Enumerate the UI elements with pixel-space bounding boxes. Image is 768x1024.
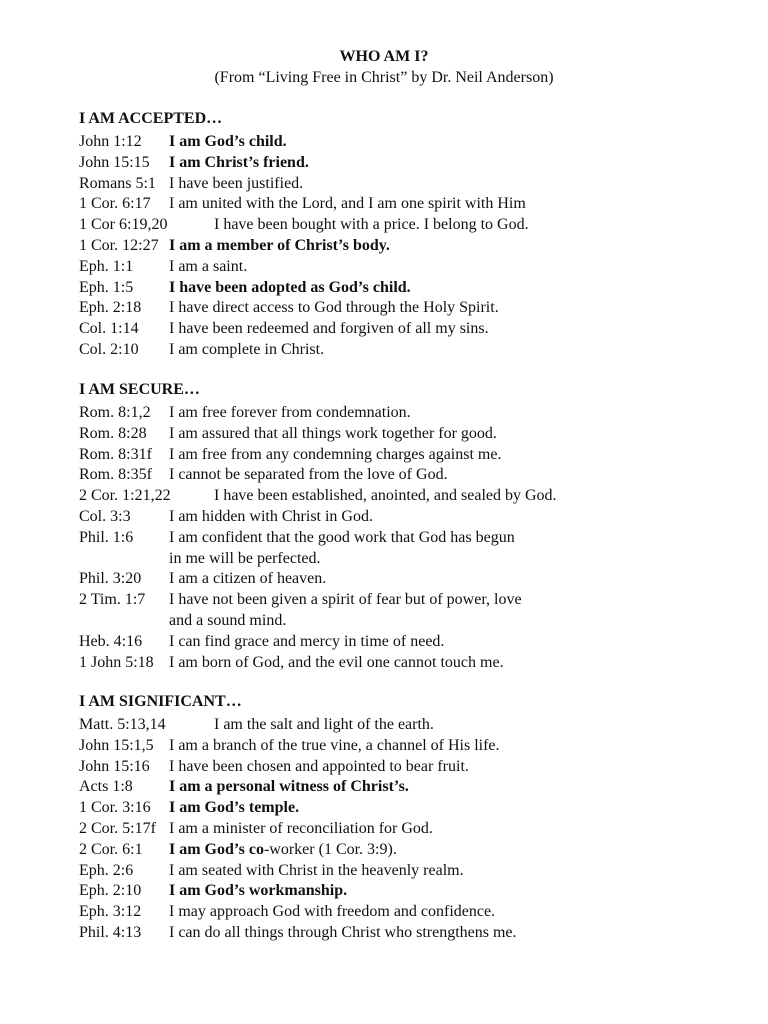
statement-text: and a sound mind.: [169, 612, 287, 629]
section-heading-secure: I AM SECURE…: [79, 381, 200, 398]
identity-statement: [169, 901, 495, 922]
section-heading-accepted: I AM ACCEPTED…: [79, 110, 223, 127]
identity-statement: [169, 339, 324, 360]
verse-reference: Eph. 1:5: [79, 278, 134, 296]
identity-statement: [214, 485, 557, 506]
statement-text: I can find grace and mercy in time of need.: [169, 632, 445, 650]
statement-text: I am God’s co: [169, 840, 264, 858]
identity-statement: [169, 860, 464, 881]
statement-text: I can do all things through Christ who strengthens me.: [169, 924, 517, 941]
identity-statement: [169, 256, 247, 277]
statement-text: I am a saint.: [169, 257, 248, 275]
verse-reference: Eph. 2:10: [79, 882, 142, 900]
statement-text: I am united with the Lord, and I am one spirit with Him: [169, 195, 526, 213]
identity-statement: [169, 444, 501, 465]
verse-reference: 1 Cor. 3:16: [79, 799, 151, 817]
identity-statement: [169, 423, 497, 444]
verse-reference: Rom. 8:35f: [79, 466, 152, 484]
statement-text: I have been redeemed and forgiven of all my sins.: [169, 320, 489, 338]
statement-text: I am the salt and light of the earth.: [214, 716, 434, 733]
document-title: WHO AM I?: [339, 48, 429, 65]
statement-text: I cannot be separated from the love of God.: [169, 466, 448, 484]
verse-reference: Matt. 5:13,14: [79, 716, 166, 733]
statement-text: I have not been given a spirit of fear but of power, love: [169, 591, 522, 609]
verse-reference: Rom. 8:28: [79, 424, 147, 442]
verse-reference: John 15:16: [79, 757, 150, 775]
verse-reference: 2 Cor. 5:17f: [79, 820, 156, 837]
identity-statement: [169, 464, 448, 485]
identity-statement: [169, 506, 373, 527]
statement-text: I am born of God, and the evil one cannot touch me.: [169, 653, 504, 671]
statement-text: I am hidden with Christ in God.: [169, 508, 373, 525]
verse-reference: Eph. 1:1: [79, 257, 134, 275]
identity-statement: [169, 922, 517, 943]
identity-statement: [169, 318, 489, 339]
statement-text: I may approach God with freedom and confidence.: [169, 903, 496, 921]
identity-statement: [169, 548, 321, 569]
section-heading-significant: I AM SIGNIFICANT…: [79, 693, 242, 710]
statement-text: I am assured that all things work together for good.: [169, 424, 497, 442]
verse-reference: Eph. 3:12: [79, 903, 142, 921]
verse-reference: Eph. 2:18: [79, 299, 142, 317]
verse-reference: 1 Cor. 6:17: [79, 195, 151, 213]
identity-statement: [169, 610, 286, 631]
statement-text: I am free from any condemning charges against me.: [169, 445, 502, 463]
identity-statement: [169, 631, 444, 652]
identity-statement: [169, 839, 397, 860]
identity-statement: [169, 797, 299, 818]
verse-reference: John 1:12: [79, 133, 142, 150]
statement-text: I have been adopted as God’s child.: [169, 278, 411, 296]
identity-statement: [169, 297, 499, 318]
statement-text: I am God’s workmanship.: [169, 882, 348, 900]
verse-reference: John 15:1,5: [79, 736, 154, 754]
verse-reference: 1 John 5:18: [79, 653, 154, 671]
identity-statement: [169, 193, 526, 214]
statement-text: I am God’s temple.: [169, 799, 300, 817]
statement-text: I am seated with Christ in the heavenly realm.: [169, 861, 464, 879]
statement-text: I am Christ’s friend.: [169, 153, 309, 171]
identity-statement: [169, 131, 287, 152]
identity-statement: [169, 568, 326, 589]
verse-reference: Phil. 1:6: [79, 528, 134, 546]
verse-reference: Col. 2:10: [79, 341, 139, 358]
statement-text: I have been chosen and appointed to bear fruit.: [169, 757, 469, 775]
verse-reference: Rom. 8:31f: [79, 445, 152, 463]
verse-reference: 2 Tim. 1:7: [79, 591, 146, 609]
statement-text-rest: -worker (1 Cor. 3:9).: [263, 840, 397, 858]
identity-statement: [169, 652, 504, 673]
statement-text: I am complete in Christ.: [169, 341, 325, 358]
statement-text: I am confident that the good work that God has begun: [169, 528, 515, 546]
verse-reference: Phil. 4:13: [79, 924, 142, 941]
statement-text: I am a branch of the true vine, a channel of His life.: [169, 736, 500, 754]
verse-reference: Rom. 8:1,2: [79, 404, 151, 421]
verse-reference: Eph. 2:6: [79, 861, 134, 879]
verse-reference: Col. 3:3: [79, 508, 131, 525]
statement-text: I have been established, anointed, and sealed by God.: [214, 487, 557, 505]
identity-statement: [169, 277, 411, 298]
identity-statement: [169, 173, 303, 194]
verse-reference: Acts 1:8: [79, 778, 133, 796]
statement-text: I am a member of Christ’s body.: [169, 237, 390, 254]
statement-text: I have been bought with a price. I belong to God.: [214, 216, 529, 234]
verse-reference: 1 Cor 6:19,20: [79, 216, 168, 234]
identity-statement: [169, 756, 469, 777]
statement-text: in me will be perfected.: [169, 549, 321, 567]
verse-reference: John 15:15: [79, 153, 150, 171]
verse-reference: Heb. 4:16: [79, 632, 143, 650]
identity-statement: [169, 589, 522, 610]
identity-statement: [169, 776, 409, 797]
identity-statement: [169, 402, 411, 423]
identity-statement: [214, 214, 529, 235]
verse-reference: Col. 1:14: [79, 320, 139, 338]
verse-reference: 1 Cor. 12:27: [79, 237, 159, 254]
identity-statement: [169, 152, 309, 173]
statement-text: I am free forever from condemnation.: [169, 404, 411, 421]
statement-text: I am a minister of reconciliation for God.: [169, 820, 433, 837]
statement-text: I am a personal witness of Christ’s.: [169, 778, 409, 796]
identity-statement: [169, 735, 500, 756]
verse-reference: 2 Cor. 6:1: [79, 840, 143, 858]
identity-statement: [169, 818, 433, 839]
statement-text: I am a citizen of heaven.: [169, 570, 327, 588]
identity-statement: [169, 527, 515, 548]
document-subtitle: (From “Living Free in Christ” by Dr. Neil Anderson): [214, 69, 554, 86]
statement-text: I am God’s child.: [169, 133, 287, 150]
statement-text: I have direct access to God through the Holy Spirit.: [169, 299, 499, 317]
identity-statement: [169, 235, 390, 256]
verse-reference: Romans 5:1: [79, 174, 156, 192]
verse-reference: Phil. 3:20: [79, 570, 142, 588]
statement-text: I have been justified.: [169, 174, 304, 192]
verse-reference: 2 Cor. 1:21,22: [79, 487, 171, 505]
identity-statement: [169, 880, 347, 901]
identity-statement: [214, 714, 434, 735]
